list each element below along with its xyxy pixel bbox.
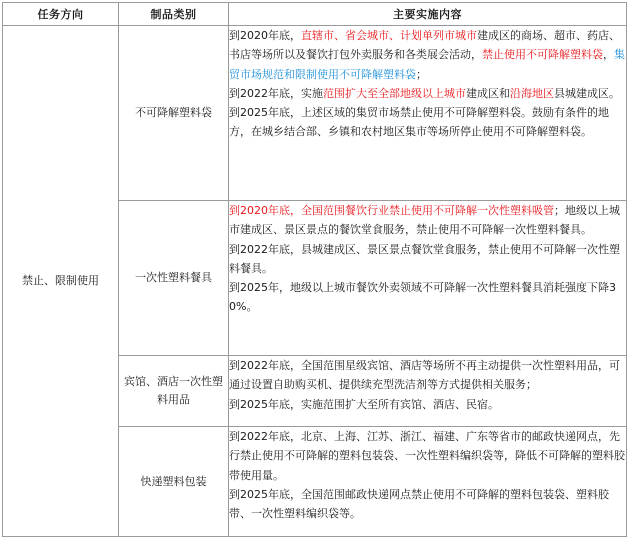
- table-row: [3, 26, 627, 201]
- content-text-segment: 范围扩大至全部地级以上城市: [323, 86, 466, 100]
- content-text-segment: 到2025年底，上述区域的集贸市场禁止使用不可降解塑料袋。鼓励有条件的地方，在城乡结合部、乡镇和农村地区集市等场所停止使用不可降解塑料袋。: [229, 106, 609, 139]
- content-text-segment: 到2022年底，全国范围星级宾馆、酒店等场所不再主动提供一次性塑料用品，可通过设置自助购买机、提供续充型洗洁剂等方式提供相关服务；: [229, 359, 620, 392]
- category-disposable-tableware: 一次性塑料餐具: [119, 201, 229, 356]
- content-text-segment: 沿海地区: [510, 86, 554, 100]
- content-text-segment: 集贸市场规范和限制使用不可降解塑料袋: [229, 48, 625, 81]
- content-text-segment: ；地级以上城市建成区、景区景点的餐饮堂食服务，禁止使用不可降解一次性塑料餐具。: [229, 204, 620, 237]
- content-text-segment: ，: [603, 48, 614, 62]
- content-cell: [229, 26, 627, 201]
- header-category: 制品类别: [119, 3, 229, 26]
- header-direction: 任务方向: [3, 3, 119, 26]
- task-direction-cell: 禁止、限制使用: [3, 26, 119, 537]
- content-text-segment: 到2022年底，实施: [229, 86, 323, 100]
- content-text-segment: 到2020年底，: [229, 29, 301, 42]
- content-paragraph: [229, 356, 626, 395]
- content-paragraph: [229, 485, 626, 524]
- content-text-segment: 到2025年，地级以上城市餐饮外卖领域不可降解一次性塑料餐具消耗强度下降30%。: [229, 281, 616, 314]
- content-paragraph: [229, 84, 626, 103]
- header-row: [3, 3, 627, 26]
- content-text-segment: 到2025年底，实施范围扩大至所有宾馆、酒店、民宿。: [229, 397, 499, 411]
- content-paragraph: [229, 395, 626, 414]
- content-text-segment: 到2022年底，县城建成区、景区景点餐饮堂食服务，禁止使用不可降解一次性塑料餐具。: [229, 242, 620, 275]
- content-paragraph: [229, 427, 626, 485]
- category-express-packaging: 快递塑料包装: [119, 427, 229, 537]
- content-paragraph: [229, 278, 626, 317]
- content-text-segment: 直辖市、省会城市、计划单列市城市: [301, 29, 477, 42]
- header-content: 主要实施内容: [229, 3, 627, 26]
- content-cell: [229, 356, 627, 427]
- content-text-segment: 建成区和: [466, 86, 510, 100]
- content-text-segment: 禁止使用不可降解塑料袋: [482, 48, 603, 62]
- content-text-segment: 到2025年底，全国范围邮政快递网点禁止使用不可降解的塑料包装袋、塑料胶带、一次性塑料编织袋等。: [229, 487, 609, 521]
- category-plastic-bags: 不可降解塑料袋: [119, 26, 229, 201]
- content-cell: [229, 201, 627, 356]
- category-hotel-supplies: 宾馆、酒店一次性塑料用品: [119, 356, 229, 427]
- content-text-segment: 县城建成区。: [554, 86, 620, 100]
- content-text-segment: 到2020年底，全国范围餐饮行业禁止使用不可降解一次性塑料吸管: [229, 204, 554, 217]
- content-paragraph: [229, 103, 626, 142]
- content-paragraph: [229, 240, 626, 279]
- content-paragraph: [229, 26, 626, 84]
- content-cell: [229, 427, 627, 537]
- content-text-segment: 到2022年底，北京、上海、江苏、浙江、福建、广东等省市的邮政快递网点，先行禁止使用不可降解的塑料包装袋、一次性塑料编织袋等，降低不可降解的塑料胶带使用量。: [229, 430, 625, 482]
- policy-table: [2, 2, 627, 537]
- content-text-segment: 建成区的商场、超市、药店、书店等场所以及餐饮打包外卖服务和各类展会活动，: [229, 29, 620, 62]
- content-text-segment: ；: [416, 67, 427, 81]
- content-paragraph: [229, 201, 626, 240]
